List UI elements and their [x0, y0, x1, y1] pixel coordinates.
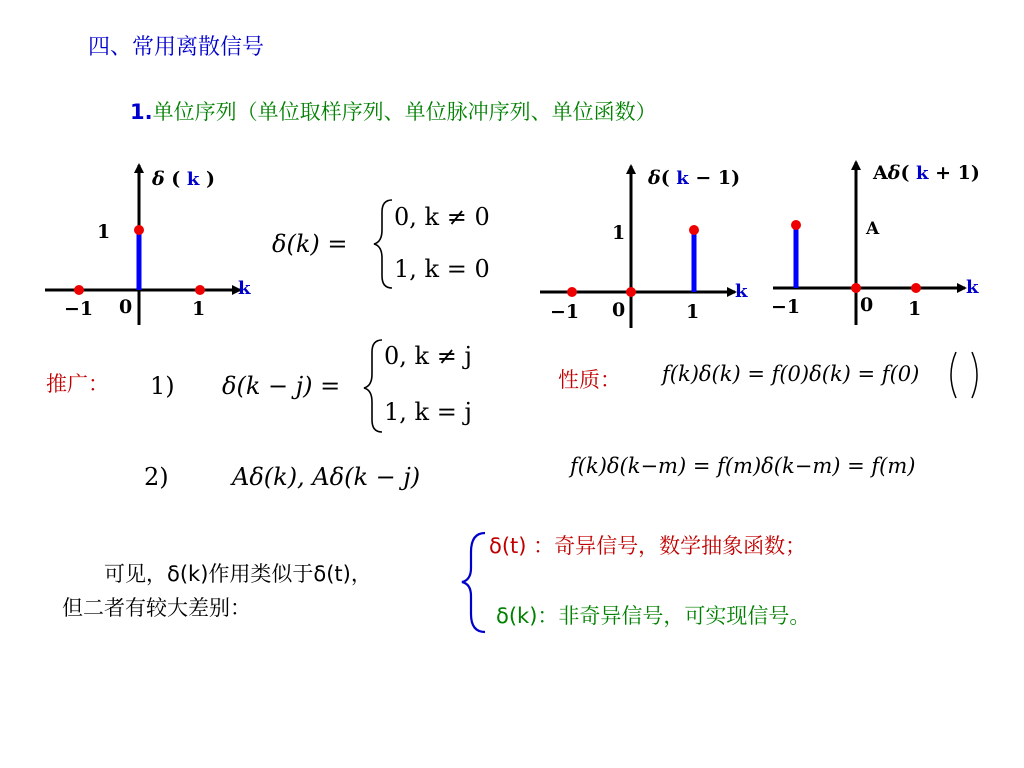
property-eq1: f(k)δ(k) = f(0)δ(k) = f(0) [662, 362, 920, 386]
plot3-dot-k0 [851, 283, 861, 293]
generalization-item2-expr: Aδ(k), Aδ(k − j) [232, 463, 421, 491]
plot3-xlabel: k [966, 277, 979, 298]
property-eq2: f(k)δ(k−m) = f(m)δ(k−m) = f(m) [570, 454, 916, 478]
plot3-level: A [866, 219, 880, 239]
plot3-tick-0: 0 [860, 294, 874, 316]
paren-left [951, 352, 956, 398]
generalization-item1-case1: 0, k ≠ j [384, 342, 472, 370]
generalization-item2-num: 2) [144, 463, 169, 491]
plot3-dot-km1 [791, 220, 801, 230]
definition-case1: 0, k ≠ 0 [394, 203, 490, 231]
plot2-tick-0: 0 [612, 299, 626, 321]
plot1-dot-k0 [134, 225, 144, 235]
plot2-tick-m1: −1 [550, 301, 580, 323]
plot2-dot-km1 [567, 287, 577, 297]
plot3-dot-kp1 [911, 283, 921, 293]
definition-case2: 1, k = 0 [394, 255, 490, 283]
generalization-item1-lhs: δ(k − j) = [222, 372, 341, 400]
generalization-label: 推广： [46, 372, 109, 396]
generalization-item1-case2: 1, k = j [384, 398, 472, 426]
plot3-tick-m1: −1 [771, 296, 801, 318]
subsection-text: 单位序列（单位取样序列、单位脉冲序列、单位函数） [152, 100, 657, 124]
plot1-dot-kp1 [195, 285, 205, 295]
plot1-ylabel: δ ( k ) [152, 168, 216, 190]
definition-lhs: δ(k) = [272, 230, 348, 258]
generalization-item1-num: 1) [150, 372, 175, 400]
comparison-intro-line1: 可见，δ(k)作用类似于δ(t)， [104, 562, 372, 586]
plot3-tick-1: 1 [908, 298, 922, 320]
definition-brace [374, 200, 392, 288]
generalization-brace [364, 340, 382, 432]
paren-right [972, 352, 977, 398]
plot1-dot-km1 [74, 285, 84, 295]
plot2-xlabel: k [735, 281, 748, 302]
plot2-dot-k0 [626, 287, 636, 297]
section-title: 四、常用离散信号 [88, 35, 265, 60]
comparison-brace [462, 533, 485, 632]
plot3-ylabel: Aδ( k + 1) [873, 162, 980, 184]
plot1-xlabel: k [238, 278, 251, 299]
plot1-level: 1 [97, 221, 111, 243]
plot1-tick-m1: −1 [64, 298, 94, 320]
properties-label: 性质： [558, 368, 621, 392]
comparison-discrete: δ(k)：非奇异信号，可实现信号。 [496, 604, 811, 628]
plot1-tick-1: 1 [192, 298, 206, 320]
plot2-ylabel: δ( k − 1) [648, 167, 741, 189]
plot2-tick-1: 1 [686, 301, 700, 323]
comparison-intro-line2: 但二者有较大差别： [62, 596, 251, 620]
subsection-number: 1. [130, 100, 153, 124]
comparison-continuous: δ(t) ：奇异信号，数学抽象函数； [489, 534, 807, 558]
plot2-level: 1 [612, 222, 626, 244]
plot2-dot-kp1 [689, 225, 699, 235]
plot1-tick-0: 0 [119, 296, 133, 318]
